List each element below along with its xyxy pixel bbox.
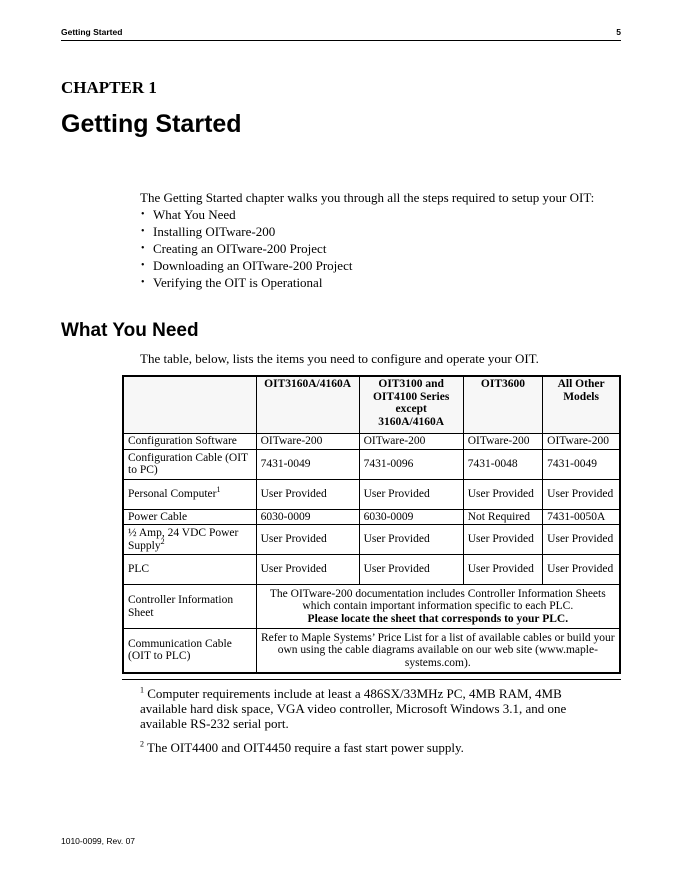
table-cell: OITware-200	[359, 434, 463, 450]
row-label: Communication Cable (OIT to PLC)	[123, 629, 256, 673]
footnote-ref: 2	[160, 536, 165, 546]
table-header-cell	[123, 376, 256, 434]
table-cell: User Provided	[463, 525, 542, 555]
list-item: • Downloading an OITware-200 Project	[140, 257, 620, 274]
row-label: Power Cable	[123, 509, 256, 525]
table-cell: 7431-0048	[463, 449, 542, 479]
table-cell: OITware-200	[463, 434, 542, 450]
row-label: PLC	[123, 555, 256, 585]
table-cell: 7431-0049	[256, 449, 359, 479]
table-row	[123, 585, 620, 629]
requirements-table	[122, 375, 621, 674]
table-cell-merged	[256, 585, 620, 629]
table-cell: 6030-0009	[359, 509, 463, 525]
table-header-cell: OIT3160A/4160A	[256, 376, 359, 434]
table-bottom-rule	[122, 679, 621, 680]
table-cell-merged: Refer to Maple Systems’ Price List for a list of available cables or build your own using the cable diagrams available on our web site (www.maple-systems.com).	[256, 629, 620, 673]
table-row	[123, 509, 620, 525]
intro-bullet-list	[140, 206, 620, 291]
table-cell: 7431-0050A	[543, 509, 620, 525]
row-label-text: ½ Amp, 24 VDC Power Supply	[128, 527, 239, 552]
table-cell: User Provided	[359, 555, 463, 585]
controller-info-text: The OITware-200 documentation includes Controller Information Sheets which contain important information specific to each PLC.	[269, 587, 606, 613]
table-cell: 6030-0009	[256, 509, 359, 525]
row-label: Controller Information Sheet	[123, 585, 256, 629]
section-title: What You Need	[61, 320, 199, 341]
table-cell: User Provided	[463, 479, 542, 509]
table-row	[123, 555, 620, 585]
footnote-text: The OIT4400 and OIT4450 require a fast start power supply.	[147, 740, 464, 755]
footnote-mark: 2	[140, 739, 144, 749]
table-header-cell: OIT3600	[463, 376, 542, 434]
row-label-text: Personal Computer	[128, 487, 217, 500]
list-item: • What You Need	[140, 206, 620, 223]
table-header-cell: All Other Models	[543, 376, 620, 434]
page-header	[61, 27, 621, 41]
list-item: • Creating an OITware-200 Project	[140, 240, 620, 257]
table-cell: 7431-0096	[359, 449, 463, 479]
list-item: • Installing OITware-200	[140, 223, 620, 240]
footnote-text: Computer requirements include at least a 486SX/33MHz PC, 4MB RAM, 4MB available hard disk space, VGA video controller, Microsoft Windows 3.1, and one available RS-232 serial port.	[140, 686, 567, 731]
table-header-cell: OIT3100 and OIT4100 Series except 3160A/4160A	[359, 376, 463, 434]
table-cell: User Provided	[543, 555, 620, 585]
footnote-1	[140, 686, 600, 731]
chapter-title: Getting Started	[61, 110, 242, 138]
row-label	[123, 479, 256, 509]
table-cell: User Provided	[256, 525, 359, 555]
chapter-label: CHAPTER 1	[61, 78, 157, 97]
table-cell: User Provided	[359, 479, 463, 509]
table-cell: User Provided	[256, 479, 359, 509]
table-cell: User Provided	[543, 479, 620, 509]
table-cell: 7431-0049	[543, 449, 620, 479]
header-title: Getting Started	[61, 27, 123, 37]
table-cell: OITware-200	[543, 434, 620, 450]
footnote-ref: 1	[216, 484, 221, 494]
table-header-row	[123, 376, 620, 434]
table-cell: User Provided	[463, 555, 542, 585]
table-cell: Not Required	[463, 509, 542, 525]
page-footer: 1010-0099, Rev. 07	[61, 836, 136, 846]
table-cell: OITware-200	[256, 434, 359, 450]
table-row	[123, 434, 620, 450]
controller-info-note: Please locate the sheet that corresponds to your PLC.	[307, 612, 569, 625]
row-label: Configuration Cable (OIT to PC)	[123, 449, 256, 479]
table-row	[123, 525, 620, 555]
table-row	[123, 629, 620, 673]
table-cell: User Provided	[256, 555, 359, 585]
table-row	[123, 449, 620, 479]
section-intro: The table, below, lists the items you need to configure and operate your OIT.	[140, 351, 539, 366]
list-item: • Verifying the OIT is Operational	[140, 274, 620, 291]
table-cell: User Provided	[359, 525, 463, 555]
footnote-2	[140, 740, 600, 755]
table-cell: User Provided	[543, 525, 620, 555]
chapter-intro	[140, 189, 620, 291]
row-label: Configuration Software	[123, 434, 256, 450]
footnote-mark: 1	[140, 685, 144, 695]
intro-text: The Getting Started chapter walks you through all the steps required to setup your OIT:	[140, 190, 595, 205]
row-label	[123, 525, 256, 555]
table-row	[123, 479, 620, 509]
page-number: 5	[616, 27, 621, 37]
